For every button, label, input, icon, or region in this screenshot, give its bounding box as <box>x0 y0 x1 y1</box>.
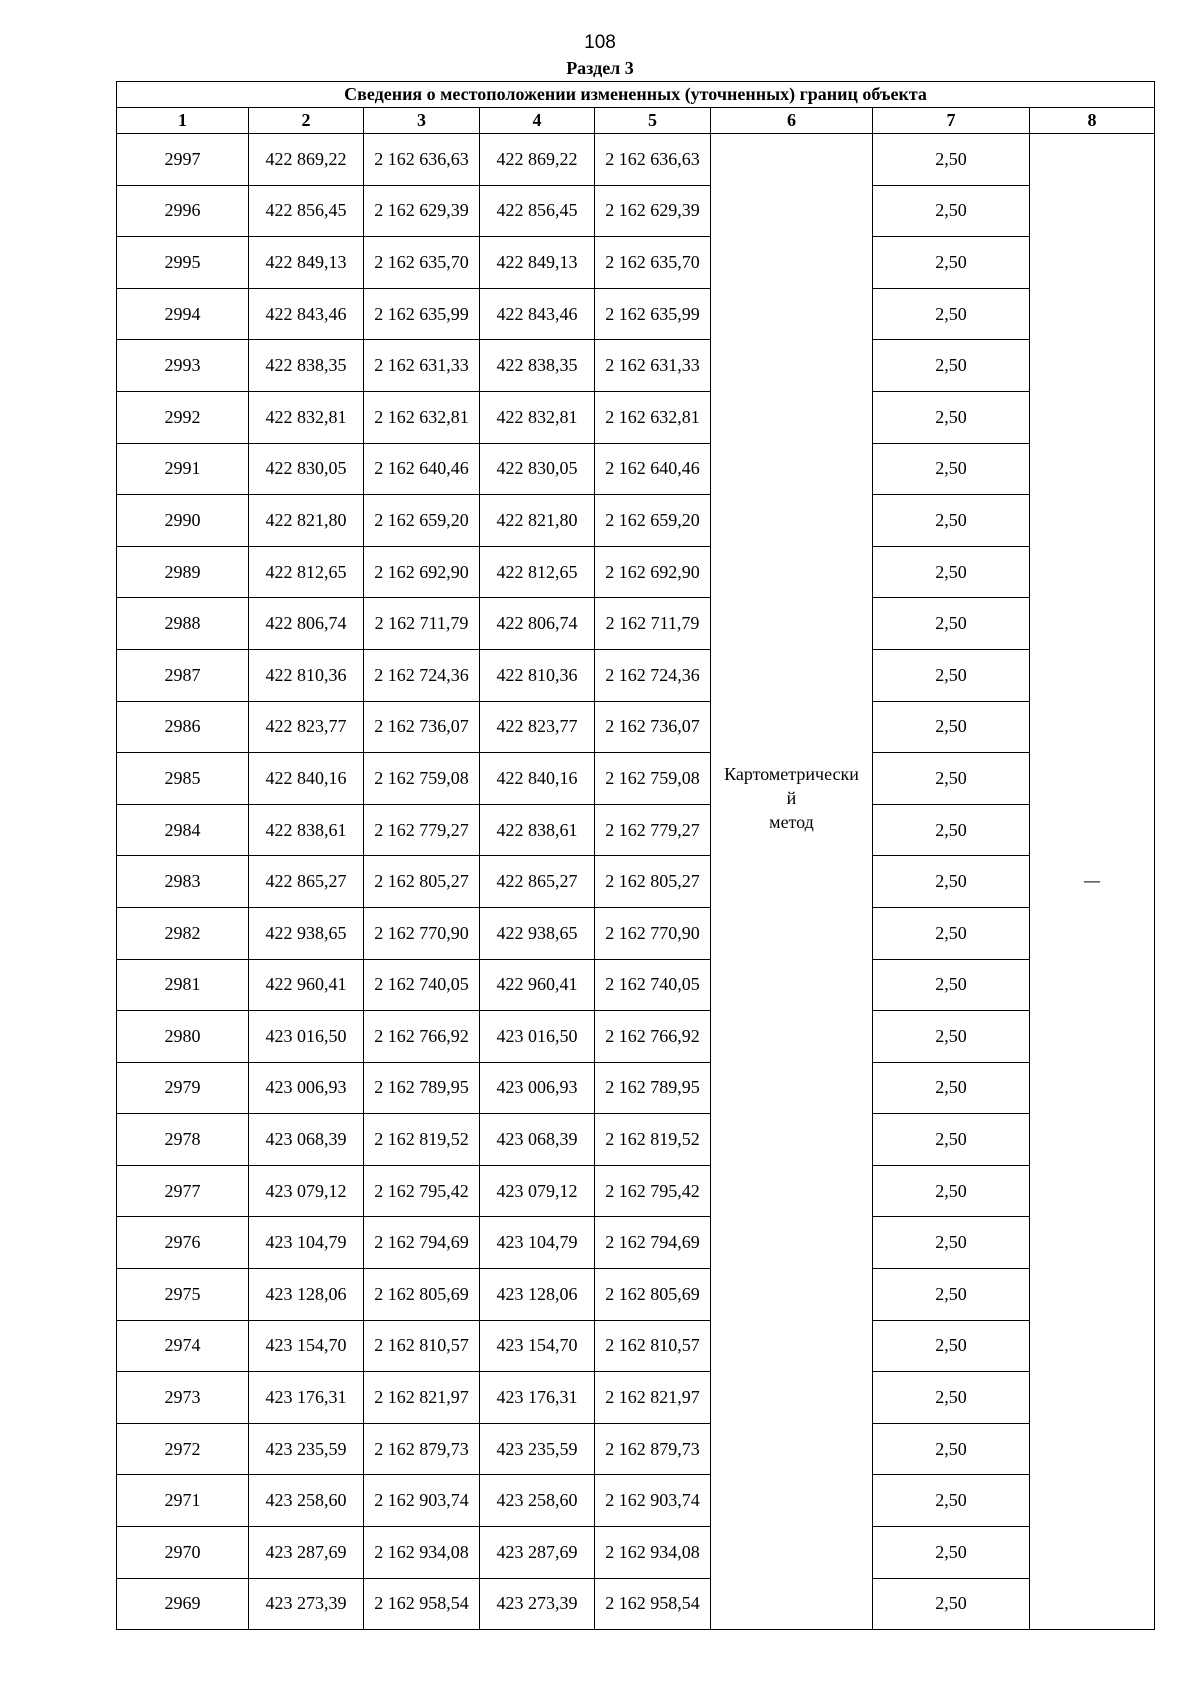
y-new-cell: 2 162 724,36 <box>595 649 711 701</box>
y-existing-cell: 2 162 640,46 <box>364 443 480 495</box>
table-row <box>117 856 1155 908</box>
x-existing-cell: 423 006,93 <box>249 1062 364 1114</box>
y-existing-cell: 2 162 779,27 <box>364 804 480 856</box>
coordinates-table <box>116 81 1155 1630</box>
x-new-cell: 422 865,27 <box>480 856 595 908</box>
x-new-cell: 422 821,80 <box>480 495 595 547</box>
point-number-cell: 2986 <box>117 701 249 753</box>
x-new-cell: 422 812,65 <box>480 546 595 598</box>
accuracy-cell: 2,50 <box>873 1217 1030 1269</box>
y-existing-cell: 2 162 789,95 <box>364 1062 480 1114</box>
x-existing-cell: 422 806,74 <box>249 598 364 650</box>
y-existing-cell: 2 162 635,99 <box>364 288 480 340</box>
x-new-cell: 422 856,45 <box>480 185 595 237</box>
point-number-cell: 2974 <box>117 1320 249 1372</box>
point-number-cell: 2972 <box>117 1423 249 1475</box>
column-number: 2 <box>249 108 364 134</box>
point-number-cell: 2988 <box>117 598 249 650</box>
table-row <box>117 546 1155 598</box>
y-existing-cell: 2 162 736,07 <box>364 701 480 753</box>
y-new-cell: 2 162 805,69 <box>595 1269 711 1321</box>
point-number-cell: 2987 <box>117 649 249 701</box>
x-new-cell: 423 258,60 <box>480 1475 595 1527</box>
method-text-line: метод <box>769 812 814 832</box>
table-row <box>117 959 1155 1011</box>
table-row <box>117 134 1155 186</box>
accuracy-cell: 2,50 <box>873 288 1030 340</box>
accuracy-cell: 2,50 <box>873 391 1030 443</box>
y-new-cell: 2 162 903,74 <box>595 1475 711 1527</box>
y-new-cell: 2 162 789,95 <box>595 1062 711 1114</box>
page-number: 108 <box>584 32 616 53</box>
table-caption: Сведения о местоположении измененных (уточненных) границ объекта <box>117 82 1155 108</box>
y-existing-cell: 2 162 805,69 <box>364 1269 480 1321</box>
x-existing-cell: 423 258,60 <box>249 1475 364 1527</box>
x-existing-cell: 422 810,36 <box>249 649 364 701</box>
y-new-cell: 2 162 805,27 <box>595 856 711 908</box>
y-new-cell: 2 162 770,90 <box>595 907 711 959</box>
table-row <box>117 753 1155 805</box>
table-body <box>117 134 1155 1630</box>
x-new-cell: 422 823,77 <box>480 701 595 753</box>
accuracy-cell: 2,50 <box>873 1269 1030 1321</box>
accuracy-cell: 2,50 <box>873 598 1030 650</box>
x-existing-cell: 422 865,27 <box>249 856 364 908</box>
accuracy-cell: 2,50 <box>873 443 1030 495</box>
x-new-cell: 422 810,36 <box>480 649 595 701</box>
accuracy-cell: 2,50 <box>873 907 1030 959</box>
x-new-cell: 422 830,05 <box>480 443 595 495</box>
x-existing-cell: 422 838,61 <box>249 804 364 856</box>
x-existing-cell: 422 856,45 <box>249 185 364 237</box>
y-existing-cell: 2 162 770,90 <box>364 907 480 959</box>
accuracy-cell: 2,50 <box>873 1423 1030 1475</box>
y-new-cell: 2 162 879,73 <box>595 1423 711 1475</box>
y-new-cell: 2 162 711,79 <box>595 598 711 650</box>
y-existing-cell: 2 162 711,79 <box>364 598 480 650</box>
table-row <box>117 1165 1155 1217</box>
x-new-cell: 422 838,35 <box>480 340 595 392</box>
x-existing-cell: 422 830,05 <box>249 443 364 495</box>
method-text-line: Картометрически <box>724 764 859 784</box>
table-row <box>117 1062 1155 1114</box>
y-new-cell: 2 162 759,08 <box>595 753 711 805</box>
x-existing-cell: 422 812,65 <box>249 546 364 598</box>
x-new-cell: 423 176,31 <box>480 1372 595 1424</box>
x-existing-cell: 422 869,22 <box>249 134 364 186</box>
x-new-cell: 423 128,06 <box>480 1269 595 1321</box>
x-new-cell: 422 840,16 <box>480 753 595 805</box>
point-number-cell: 2991 <box>117 443 249 495</box>
accuracy-cell: 2,50 <box>873 1320 1030 1372</box>
note-cell: — <box>1030 134 1155 1630</box>
x-existing-cell: 423 235,59 <box>249 1423 364 1475</box>
x-new-cell: 423 104,79 <box>480 1217 595 1269</box>
accuracy-cell: 2,50 <box>873 237 1030 289</box>
x-existing-cell: 423 104,79 <box>249 1217 364 1269</box>
point-number-cell: 2997 <box>117 134 249 186</box>
point-number-cell: 2981 <box>117 959 249 1011</box>
y-new-cell: 2 162 779,27 <box>595 804 711 856</box>
accuracy-cell: 2,50 <box>873 753 1030 805</box>
x-new-cell: 423 016,50 <box>480 1011 595 1063</box>
accuracy-cell: 2,50 <box>873 1114 1030 1166</box>
y-existing-cell: 2 162 631,33 <box>364 340 480 392</box>
point-number-cell: 2984 <box>117 804 249 856</box>
y-new-cell: 2 162 819,52 <box>595 1114 711 1166</box>
x-new-cell: 422 849,13 <box>480 237 595 289</box>
column-number: 6 <box>711 108 873 134</box>
table-row <box>117 907 1155 959</box>
point-number-cell: 2996 <box>117 185 249 237</box>
point-number-cell: 2969 <box>117 1578 249 1630</box>
column-number: 5 <box>595 108 711 134</box>
x-new-cell: 422 806,74 <box>480 598 595 650</box>
point-number-cell: 2979 <box>117 1062 249 1114</box>
table-row <box>117 495 1155 547</box>
x-existing-cell: 423 287,69 <box>249 1527 364 1579</box>
x-new-cell: 422 960,41 <box>480 959 595 1011</box>
table-row <box>117 1372 1155 1424</box>
table-row <box>117 391 1155 443</box>
y-new-cell: 2 162 659,20 <box>595 495 711 547</box>
y-existing-cell: 2 162 794,69 <box>364 1217 480 1269</box>
accuracy-cell: 2,50 <box>873 1011 1030 1063</box>
method-cell <box>711 134 873 1630</box>
y-existing-cell: 2 162 629,39 <box>364 185 480 237</box>
accuracy-cell: 2,50 <box>873 959 1030 1011</box>
x-existing-cell: 422 843,46 <box>249 288 364 340</box>
column-number: 7 <box>873 108 1030 134</box>
y-existing-cell: 2 162 766,92 <box>364 1011 480 1063</box>
y-existing-cell: 2 162 879,73 <box>364 1423 480 1475</box>
point-number-cell: 2980 <box>117 1011 249 1063</box>
column-number: 4 <box>480 108 595 134</box>
x-existing-cell: 423 154,70 <box>249 1320 364 1372</box>
x-new-cell: 422 843,46 <box>480 288 595 340</box>
table-row <box>117 185 1155 237</box>
y-existing-cell: 2 162 819,52 <box>364 1114 480 1166</box>
y-new-cell: 2 162 810,57 <box>595 1320 711 1372</box>
y-existing-cell: 2 162 810,57 <box>364 1320 480 1372</box>
table-row <box>117 1423 1155 1475</box>
y-new-cell: 2 162 821,97 <box>595 1372 711 1424</box>
y-existing-cell: 2 162 724,36 <box>364 649 480 701</box>
x-existing-cell: 422 838,35 <box>249 340 364 392</box>
y-existing-cell: 2 162 821,97 <box>364 1372 480 1424</box>
y-existing-cell: 2 162 635,70 <box>364 237 480 289</box>
point-number-cell: 2982 <box>117 907 249 959</box>
accuracy-cell: 2,50 <box>873 1165 1030 1217</box>
x-new-cell: 423 154,70 <box>480 1320 595 1372</box>
y-new-cell: 2 162 736,07 <box>595 701 711 753</box>
y-existing-cell: 2 162 958,54 <box>364 1578 480 1630</box>
y-new-cell: 2 162 635,70 <box>595 237 711 289</box>
y-existing-cell: 2 162 759,08 <box>364 753 480 805</box>
table-row <box>117 1269 1155 1321</box>
table-row <box>117 443 1155 495</box>
point-number-cell: 2970 <box>117 1527 249 1579</box>
y-new-cell: 2 162 631,33 <box>595 340 711 392</box>
x-existing-cell: 423 016,50 <box>249 1011 364 1063</box>
x-existing-cell: 422 938,65 <box>249 907 364 959</box>
x-new-cell: 422 938,65 <box>480 907 595 959</box>
table-row <box>117 701 1155 753</box>
accuracy-cell: 2,50 <box>873 495 1030 547</box>
accuracy-cell: 2,50 <box>873 701 1030 753</box>
x-new-cell: 423 273,39 <box>480 1578 595 1630</box>
y-existing-cell: 2 162 805,27 <box>364 856 480 908</box>
accuracy-cell: 2,50 <box>873 134 1030 186</box>
column-number: 3 <box>364 108 480 134</box>
accuracy-cell: 2,50 <box>873 1578 1030 1630</box>
x-existing-cell: 423 273,39 <box>249 1578 364 1630</box>
x-existing-cell: 423 128,06 <box>249 1269 364 1321</box>
point-number-cell: 2978 <box>117 1114 249 1166</box>
point-number-cell: 2975 <box>117 1269 249 1321</box>
table-row <box>117 340 1155 392</box>
y-new-cell: 2 162 629,39 <box>595 185 711 237</box>
y-existing-cell: 2 162 659,20 <box>364 495 480 547</box>
y-existing-cell: 2 162 692,90 <box>364 546 480 598</box>
accuracy-cell: 2,50 <box>873 340 1030 392</box>
y-existing-cell: 2 162 934,08 <box>364 1527 480 1579</box>
y-existing-cell: 2 162 740,05 <box>364 959 480 1011</box>
column-number-row <box>117 108 1155 134</box>
y-new-cell: 2 162 958,54 <box>595 1578 711 1630</box>
table-row <box>117 237 1155 289</box>
point-number-cell: 2985 <box>117 753 249 805</box>
table-row <box>117 1527 1155 1579</box>
x-new-cell: 422 838,61 <box>480 804 595 856</box>
x-new-cell: 422 869,22 <box>480 134 595 186</box>
y-new-cell: 2 162 766,92 <box>595 1011 711 1063</box>
table-row <box>117 1320 1155 1372</box>
x-existing-cell: 422 840,16 <box>249 753 364 805</box>
table-row <box>117 649 1155 701</box>
accuracy-cell: 2,50 <box>873 1527 1030 1579</box>
point-number-cell: 2977 <box>117 1165 249 1217</box>
y-new-cell: 2 162 794,69 <box>595 1217 711 1269</box>
column-number: 8 <box>1030 108 1155 134</box>
x-existing-cell: 423 068,39 <box>249 1114 364 1166</box>
accuracy-cell: 2,50 <box>873 1475 1030 1527</box>
x-new-cell: 423 079,12 <box>480 1165 595 1217</box>
point-number-cell: 2976 <box>117 1217 249 1269</box>
table-row <box>117 1578 1155 1630</box>
accuracy-cell: 2,50 <box>873 1372 1030 1424</box>
accuracy-cell: 2,50 <box>873 185 1030 237</box>
point-number-cell: 2989 <box>117 546 249 598</box>
point-number-cell: 2990 <box>117 495 249 547</box>
x-new-cell: 423 068,39 <box>480 1114 595 1166</box>
column-number: 1 <box>117 108 249 134</box>
x-new-cell: 423 006,93 <box>480 1062 595 1114</box>
y-existing-cell: 2 162 795,42 <box>364 1165 480 1217</box>
accuracy-cell: 2,50 <box>873 1062 1030 1114</box>
table-row <box>117 1114 1155 1166</box>
y-new-cell: 2 162 934,08 <box>595 1527 711 1579</box>
point-number-cell: 2993 <box>117 340 249 392</box>
accuracy-cell: 2,50 <box>873 546 1030 598</box>
y-new-cell: 2 162 740,05 <box>595 959 711 1011</box>
table-row <box>117 598 1155 650</box>
point-number-cell: 2973 <box>117 1372 249 1424</box>
y-existing-cell: 2 162 636,63 <box>364 134 480 186</box>
y-new-cell: 2 162 635,99 <box>595 288 711 340</box>
x-existing-cell: 423 176,31 <box>249 1372 364 1424</box>
point-number-cell: 2994 <box>117 288 249 340</box>
table-row <box>117 288 1155 340</box>
x-new-cell: 423 287,69 <box>480 1527 595 1579</box>
point-number-cell: 2983 <box>117 856 249 908</box>
accuracy-cell: 2,50 <box>873 804 1030 856</box>
x-new-cell: 422 832,81 <box>480 391 595 443</box>
y-existing-cell: 2 162 632,81 <box>364 391 480 443</box>
table-row <box>117 1475 1155 1527</box>
table-row <box>117 1011 1155 1063</box>
y-new-cell: 2 162 632,81 <box>595 391 711 443</box>
accuracy-cell: 2,50 <box>873 649 1030 701</box>
x-existing-cell: 423 079,12 <box>249 1165 364 1217</box>
x-new-cell: 423 235,59 <box>480 1423 595 1475</box>
y-existing-cell: 2 162 903,74 <box>364 1475 480 1527</box>
method-text-line: й <box>786 788 797 808</box>
y-new-cell: 2 162 636,63 <box>595 134 711 186</box>
y-new-cell: 2 162 692,90 <box>595 546 711 598</box>
x-existing-cell: 422 823,77 <box>249 701 364 753</box>
point-number-cell: 2971 <box>117 1475 249 1527</box>
point-number-cell: 2995 <box>117 237 249 289</box>
x-existing-cell: 422 832,81 <box>249 391 364 443</box>
y-new-cell: 2 162 795,42 <box>595 1165 711 1217</box>
table-row <box>117 804 1155 856</box>
x-existing-cell: 422 849,13 <box>249 237 364 289</box>
section-title: Раздел 3 <box>566 58 634 78</box>
y-new-cell: 2 162 640,46 <box>595 443 711 495</box>
x-existing-cell: 422 960,41 <box>249 959 364 1011</box>
point-number-cell: 2992 <box>117 391 249 443</box>
accuracy-cell: 2,50 <box>873 856 1030 908</box>
x-existing-cell: 422 821,80 <box>249 495 364 547</box>
table-row <box>117 1217 1155 1269</box>
